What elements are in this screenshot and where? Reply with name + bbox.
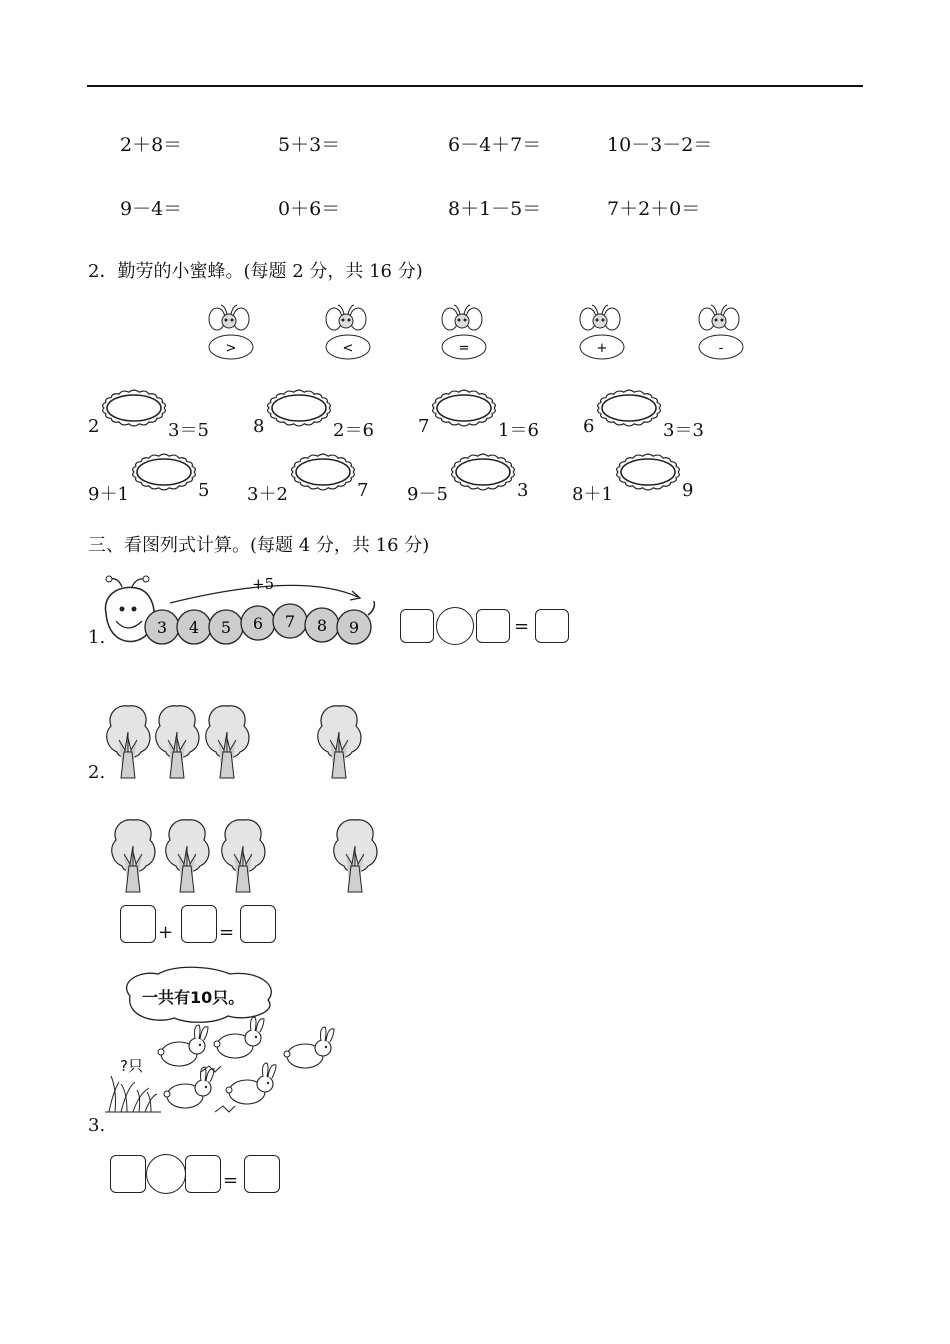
- bee-icon: [438, 303, 490, 361]
- answer-box-q3-3[interactable]: [244, 1155, 280, 1193]
- rowB-right-3: 9: [682, 480, 694, 501]
- q1-number: 1.: [88, 627, 106, 648]
- bee-operator: =: [458, 341, 470, 356]
- tree-icon: [103, 702, 153, 780]
- segment-number: 5: [220, 618, 232, 637]
- unknown-label: ?只: [120, 1057, 143, 1075]
- tree-icon: [218, 816, 268, 894]
- bee-operator: +: [596, 341, 608, 356]
- rowA-right-2: 1＝6: [498, 420, 539, 441]
- rabbit-icon: [284, 1027, 334, 1068]
- bee-icon: [322, 303, 374, 361]
- rowB-left-3: 8＋1: [572, 484, 613, 505]
- answer-box-q1-2[interactable]: [476, 609, 510, 643]
- rowA-right-3: 3＝3: [663, 420, 704, 441]
- equals-sign-q1: =: [514, 616, 530, 637]
- segment-number: 9: [348, 618, 360, 637]
- problem-2-2: 0＋6＝: [278, 198, 341, 220]
- answer-box-q2-2[interactable]: [181, 905, 217, 943]
- tree-icon: [162, 816, 212, 894]
- answer-box-q2-3[interactable]: [240, 905, 276, 943]
- tree-icon: [108, 816, 158, 894]
- rabbit-icon: [164, 1067, 214, 1108]
- plus-sign-q2: +: [158, 922, 174, 943]
- operator-circle-q1[interactable]: [436, 607, 474, 645]
- answer-box-q1-1[interactable]: [400, 609, 434, 643]
- bee-operator: >: [225, 341, 237, 356]
- problem-2-3: 8＋1－5＝: [448, 198, 542, 220]
- rowB-left-1: 3＋2: [247, 484, 288, 505]
- rowB-right-2: 3: [517, 480, 529, 501]
- q2-number: 2.: [88, 762, 106, 783]
- rowB-right-1: 7: [357, 480, 369, 501]
- bee-operator: <: [342, 341, 354, 356]
- section3-title: 三、看图列式计算。(每题 4 分，共 16 分): [88, 535, 430, 556]
- scalloped-oval[interactable]: [100, 388, 172, 432]
- scalloped-oval[interactable]: [449, 452, 521, 496]
- scalloped-oval[interactable]: [130, 452, 202, 496]
- jump-label: +5: [252, 575, 275, 593]
- segment-number: 3: [156, 618, 168, 637]
- problem-2-1: 9－4＝: [120, 198, 183, 220]
- scalloped-oval[interactable]: [595, 388, 667, 432]
- scalloped-oval[interactable]: [430, 388, 502, 432]
- rowB-right-0: 5: [198, 480, 210, 501]
- caterpillar-illustration: [100, 575, 390, 655]
- speech-text: 一共有10只。: [142, 988, 245, 1007]
- problem-1-2: 5＋3＝: [278, 134, 341, 156]
- rowA-right-1: 2＝6: [333, 420, 374, 441]
- segment-number: 4: [188, 618, 200, 637]
- equals-sign-q3: =: [223, 1170, 239, 1191]
- scalloped-oval[interactable]: [265, 388, 337, 432]
- rabbit-icon: [158, 1025, 208, 1066]
- problem-2-4: 7＋2＋0＝: [607, 198, 701, 220]
- rowA-right-0: 3＝5: [168, 420, 209, 441]
- scalloped-oval[interactable]: [614, 452, 686, 496]
- rowA-left-2: 7: [418, 416, 430, 437]
- rowB-left-2: 9－5: [407, 484, 448, 505]
- problem-1-1: 2＋8＝: [120, 134, 183, 156]
- rowA-left-0: 2: [88, 416, 100, 437]
- segment-number: 8: [316, 616, 328, 635]
- rowB-left-0: 9＋1: [88, 484, 129, 505]
- problem-1-4: 10－3－2＝: [607, 134, 713, 156]
- rabbit-icon: [214, 1017, 264, 1058]
- bee-icon: [576, 303, 628, 361]
- equals-sign-q2: =: [219, 922, 235, 943]
- tree-icon: [202, 702, 252, 780]
- rabbits-illustration: [105, 1020, 335, 1120]
- scalloped-oval[interactable]: [289, 452, 361, 496]
- answer-box-q1-3[interactable]: [535, 609, 569, 643]
- part2-title: 2．勤劳的小蜜蜂。(每题 2 分，共 16 分): [88, 261, 423, 282]
- bee-icon: [205, 303, 257, 361]
- answer-box-q3-2[interactable]: [185, 1155, 221, 1193]
- rowA-left-1: 8: [253, 416, 265, 437]
- bee-icon: [695, 303, 747, 361]
- problem-1-3: 6－4＋7＝: [448, 134, 542, 156]
- tail-icon: [368, 601, 374, 615]
- segment-number: 6: [252, 614, 264, 633]
- segment-number: 7: [284, 612, 296, 631]
- operator-circle-q3[interactable]: [146, 1154, 186, 1194]
- tree-icon: [330, 816, 380, 894]
- grass-icon: [105, 1076, 161, 1112]
- bee-operator: -: [718, 341, 724, 356]
- answer-box-q3-1[interactable]: [110, 1155, 146, 1193]
- header-rule: [87, 85, 863, 87]
- rabbit-icon: [226, 1063, 276, 1104]
- tree-icon: [314, 702, 364, 780]
- rowA-left-3: 6: [583, 416, 595, 437]
- answer-box-q2-1[interactable]: [120, 905, 156, 943]
- tree-icon: [152, 702, 202, 780]
- q3-number: 3.: [88, 1115, 106, 1136]
